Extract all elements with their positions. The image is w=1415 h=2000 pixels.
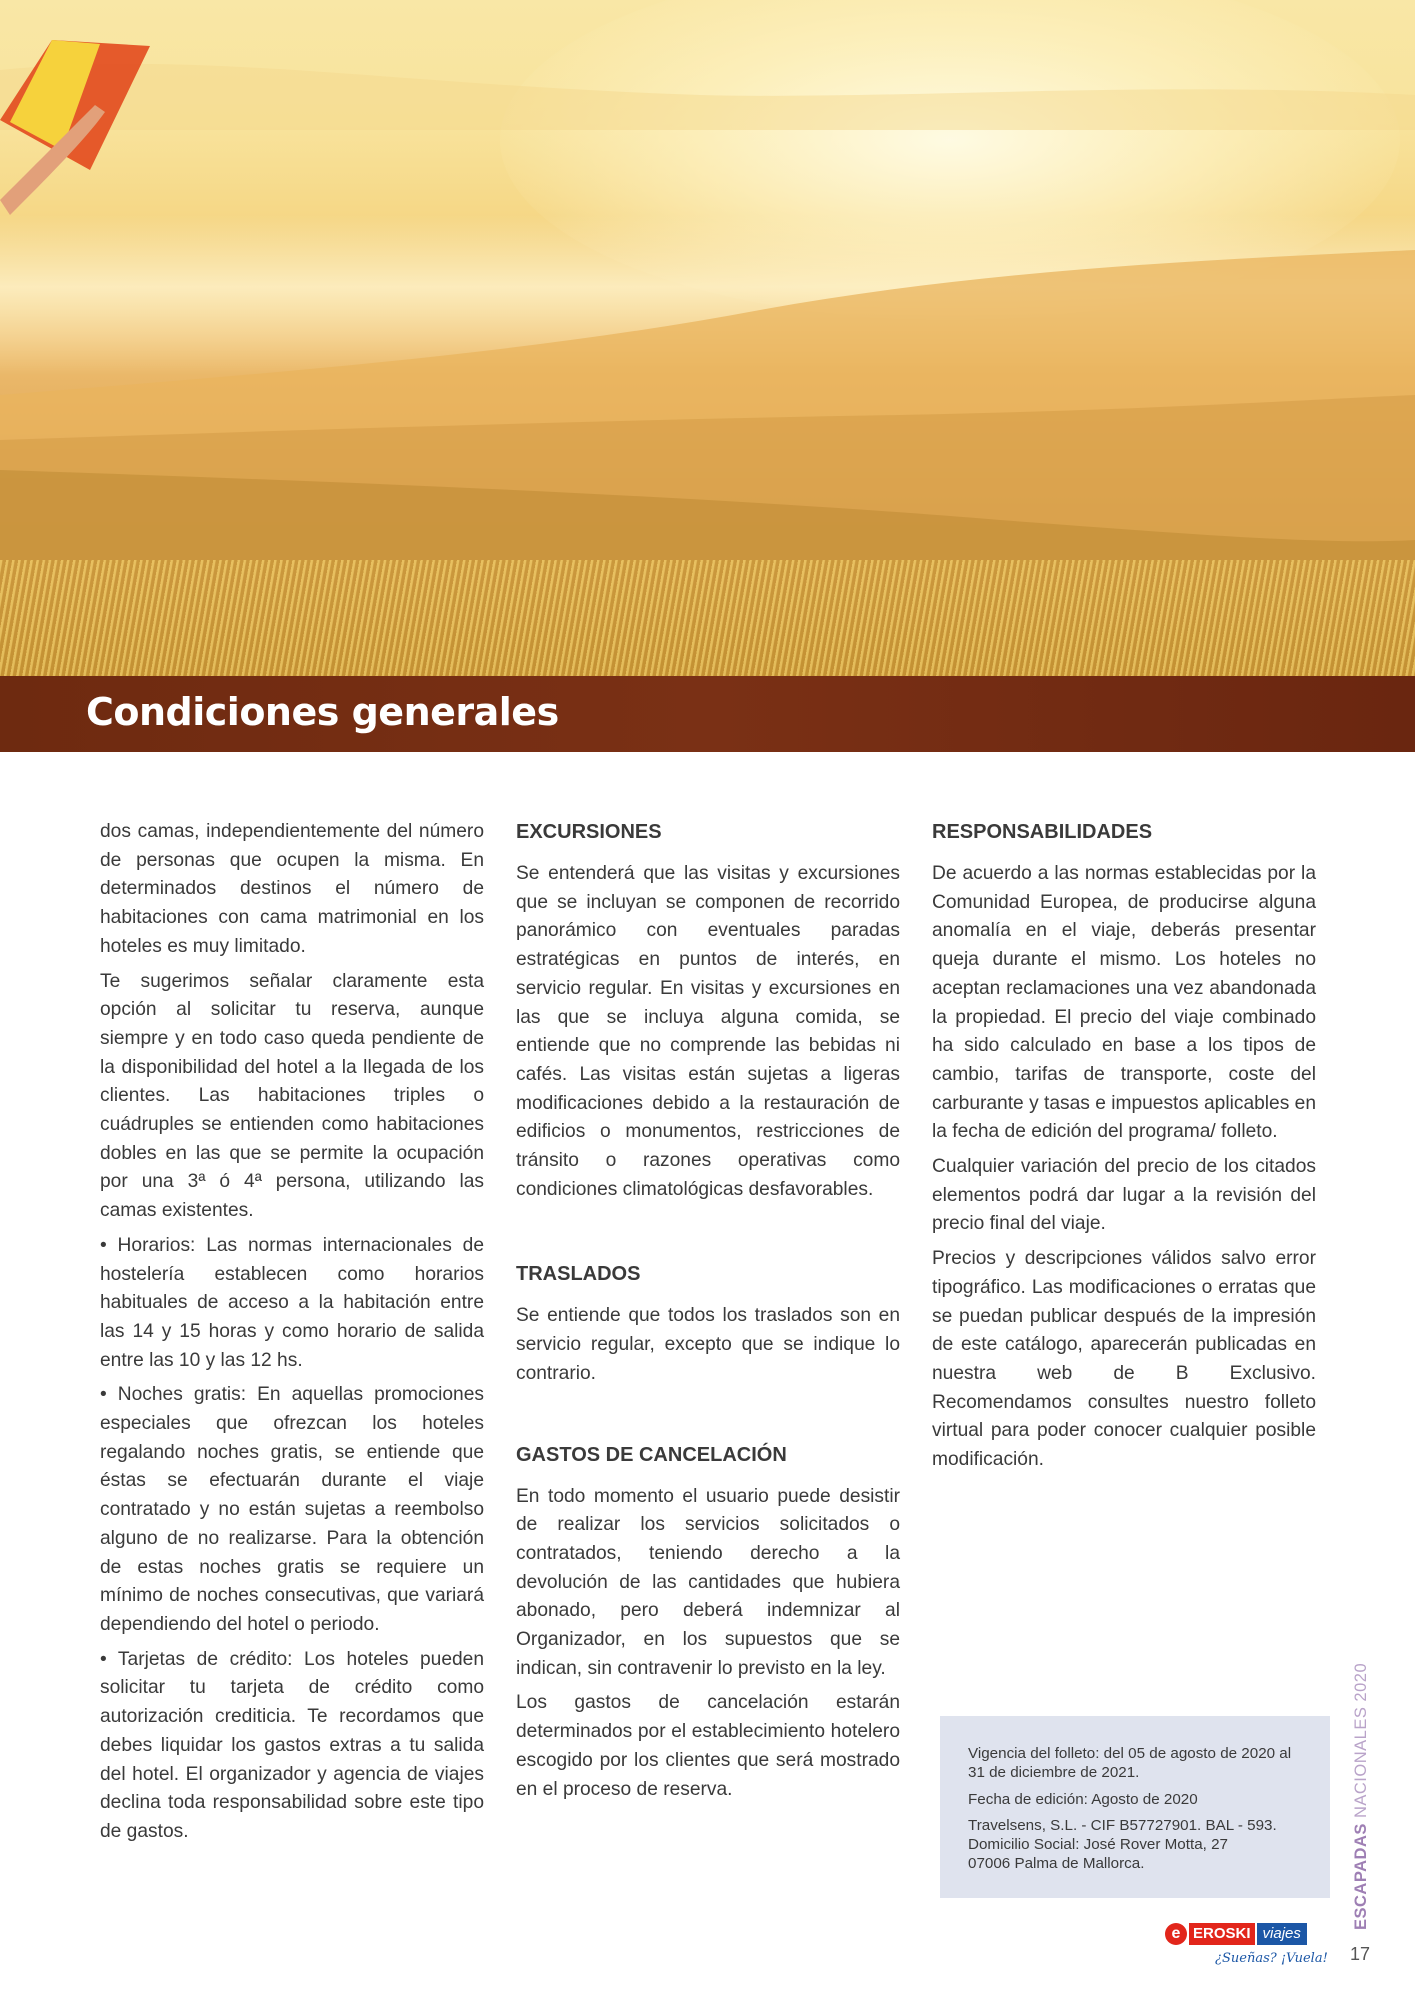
column-1 — [100, 818, 484, 1853]
column-2 — [516, 818, 900, 1810]
heading-responsabilidades: RESPONSABILIDADES — [932, 821, 1153, 843]
page-number: 17 — [1350, 1944, 1371, 1964]
sidebar-bold: ESCAPADAS — [1352, 1823, 1370, 1930]
paragraph: Se entenderá que las visitas y excursiones que se incluyan se componen de recorrido panorámico con eventuales paradas estratégicas en puntos de interés, en servicio regular. En visitas y excursiones en las que se incluya alguna comida, se entiende que no comprende las bebidas ni cafés. Las visitas están sujetas a ligeras modificaciones debido a la restauración de edificios o monumentos, restricciones de tránsito o razones operativas como condiciones climatológicas desfavorables. — [516, 863, 900, 1200]
paragraph: • Tarjetas de crédito: Los hoteles pueden solicitar tu tarjeta de crédito como autorización crediticia. Te recordamos que debes liquidar los gastos extras a tu salida del hotel. El organizador y agencia de viajes declina toda responsabilidad sobre este tipo de gastos. — [100, 1648, 484, 1842]
edition-date: Fecha de edición: Agosto de 2020 — [968, 1791, 1198, 1808]
page-title: Condiciones generales — [86, 690, 559, 734]
address-text: Domicilio Social: José Rover Motta, 27 — [968, 1836, 1228, 1853]
heading-traslados: TRASLADOS — [516, 1263, 641, 1286]
hero-image — [0, 0, 1415, 676]
company-text: Travelsens, S.L. - CIF B57727901. BAL - 593. — [968, 1817, 1277, 1834]
paragraph: Te sugerimos señalar claramente esta opción al solicitar tu reserva, aunque siempre y en todo caso queda pendiente de la disponibilidad del hotel a la llegada de los clientes. Las habitaciones triples o cuádruples se entienden como habitaciones dobles en las que se permite la ocupación por una 3ª ó 4ª persona, utilizando las camas existentes. — [100, 970, 484, 1222]
paragraph: De acuerdo a las normas establecidas por la Comunidad Europea, de producirse alguna anomalía en el viaje, deberás presentar queja durante el mismo. Los hoteles no aceptan reclamaciones una vez abandonada la propiedad. El precio del viaje combinado ha sido calculado en base a los tipos de cambio, tarifas de transporte, coste del carburante y tasas e impuestos aplicables en la fecha de edición del programa/ folleto. — [932, 863, 1316, 1143]
sidebar-light: NACIONALES 2020 — [1352, 1662, 1370, 1824]
paragraph: Cualquier variación del precio de los citados elementos podrá dar lugar a la revisión del precio final del viaje. — [932, 1156, 1316, 1235]
paragraph: • Horarios: Las normas internacionales de hostelería establecen como horarios habituales de acceso a la habitación entre las 14 y 15 horas y como horario de salida entre las 10 y las 12 hs. — [100, 1234, 484, 1371]
column-3 — [932, 818, 1316, 1481]
paragraph: En todo momento el usuario puede desistir de realizar los servicios solicitados o contratados, teniendo derecho a la devolución de las cantidades que hubiera abonado, pero deberá indemnizar al Organizador, en los supuestos que se indican, sin contravenir lo previsto en la ley. — [516, 1485, 900, 1679]
logo-name: EROSKI — [1189, 1923, 1255, 1945]
logo-tagline: ¿Sueñas? ¡Vuela! — [1215, 1951, 1328, 1966]
heading-gastos-cancelacion: GASTOS DE CANCELACIÓN — [516, 1443, 787, 1466]
paragraph: Los gastos de cancelación estarán determinados por el establecimiento hotelero escogido por los clientes que será mostrado en el proceso de reserva. — [516, 1692, 900, 1800]
eroski-viajes-logo — [1165, 1922, 1329, 1972]
section-banner — [0, 676, 1415, 752]
brochure-info-box — [940, 1716, 1330, 1898]
paragraph: • Noches gratis: En aquellas promociones especiales que ofrezcan los hoteles regalando noches gratis, se entiende que éstas se efectuarán durante el viaje contratado y no están sujetas a reembolso alguno de no realizarse. Para la obtención de estas noches gratis se requiere un mínimo de noches consecutivas, que variará dependiendo del hotel o periodo. — [100, 1384, 484, 1635]
city-text: 07006 Palma de Mallorca. — [968, 1855, 1145, 1872]
logo-viajes: viajes — [1257, 1923, 1307, 1945]
paragraph: Se entiende que todos los traslados son en servicio regular, excepto que se indique lo contrario. — [516, 1305, 900, 1384]
heading-excursiones: EXCURSIONES — [516, 821, 662, 843]
paragraph: Precios y descripciones válidos salvo error tipográfico. Las modificaciones o erratas que se puedan publicar después de la impresión de este catálogo, aparecerán publicadas en nuestra web de B Exclusivo. Recomendamos consultes nuestro folleto virtual para poder conocer cualquier posible modificación. — [932, 1248, 1316, 1471]
validity-text: Vigencia del folleto: del 05 de agosto de 2020 al 31 de diciembre de 2021. — [968, 1745, 1292, 1781]
logo-e-icon: e — [1165, 1923, 1187, 1945]
paragraph: dos camas, independientemente del número de personas que ocupen la misma. En determinados destinos el número de habitaciones con cama matrimonial en los hoteles es muy limitado. — [100, 821, 484, 957]
